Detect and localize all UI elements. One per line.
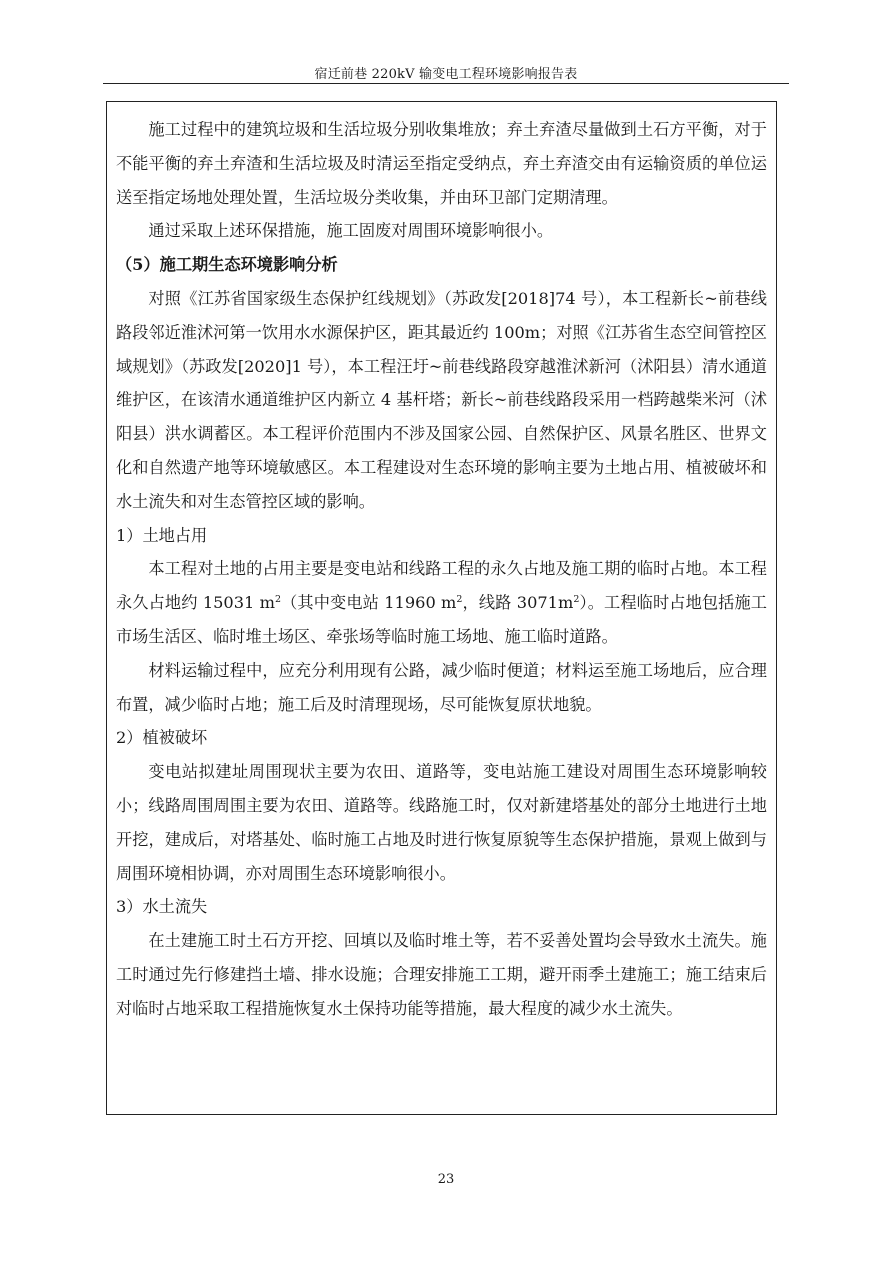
report-content-box: [106, 101, 777, 1115]
paragraph-waste-conclusion: 通过采取上述环保措施，施工固废对周围环境影响很小。: [148, 221, 554, 241]
land-text-b: （其中变电站 11960 m: [281, 593, 457, 613]
land-text-c: ，线路 3071m: [462, 593, 574, 613]
superscript-unit: 2: [274, 594, 281, 606]
paragraph-land-occupation: [116, 552, 767, 653]
superscript-unit: 2: [573, 594, 580, 606]
superscript-unit: 2: [456, 594, 463, 606]
paragraph-vegetation-damage: 变电站拟建址周围现状主要为农田、道路等，变电站施工建设对周围生态环境影响较小；线路周围周围主要为农田、道路等。线路施工时，仅对新建塔基处的部分土地进行土地开挖，建成后，对塔基处、临时施工占地及时进行恢复原貌等生态保护措施，景观上做到与周围环境相协调，亦对周围生态环境影响很小。: [116, 762, 767, 883]
section-heading-ecology: （5）施工期生态环境影响分析: [116, 255, 338, 275]
land-text-d: ）。工程临时占地包括施工市场生活区、临时堆土场区、牵张场等临时施工场地、施工临时道路。: [116, 593, 767, 646]
paragraph-soil-erosion: 在土建施工时土石方开挖、回填以及临时堆土等，若不妥善处置均会导致水土流失。施工时通过先行修建挡土墙、排水设施；合理安排施工工期，避开雨季土建施工；施工结束后对临时占地采取工程措施恢复水土保持功能等措施，最大程度的减少水土流失。: [116, 931, 767, 1018]
subheading-vegetation-damage: 2）植被破坏: [116, 728, 208, 748]
land-text-a: 本工程对土地的占用主要是变电站和线路工程的永久占地及施工期的临时占地。本工程永久占地约 15031 m: [116, 559, 767, 613]
header-divider: [103, 83, 789, 84]
subheading-soil-erosion: 3）水土流失: [116, 897, 208, 917]
paragraph-material-transport: 材料运输过程中，应充分利用现有公路，减少临时便道；材料运至施工场地后，应合理布置，减少临时占地；施工后及时清理现场，尽可能恢复原状地貌。: [116, 660, 767, 714]
paragraph-waste-disposal: 施工过程中的建筑垃圾和生活垃圾分别收集堆放；弃土弃渣尽量做到土石方平衡，对于不能平衡的弃土弃渣和生活垃圾及时清运至指定受纳点，弃土弃渣交由有运输资质的单位运送至指定场地处理处置，生活垃圾分类收集，并由环卫部门定期清理。: [116, 120, 767, 207]
page-number: 23: [437, 1172, 455, 1187]
page-header-title: 宿迁前巷 220kV 输变电工程环境影响报告表: [314, 67, 578, 82]
paragraph-ecology-overview: 对照《江苏省国家级生态保护红线规划》（苏政发[2018]74 号），本工程新长~前巷线路段邻近淮沭河第一饮用水水源保护区，距其最近约 100m；对照《江苏省生态空间管控区域规划》（苏政发[2020]1 号），本工程汪圩~前巷线路段穿越淮沭新河（沭阳县）清水通道维护区，在该清水通道维护区内新立 4 基杆塔；新长~前巷线路段采用一档跨越柴米河（沭阳县）洪水调蓄区。本工程评价范围内不涉及国家公园、自然保护区、风景名胜区、世界文化和自然遗产地等环境敏感区。本工程建设对生态环境的影响主要为土地占用、植被破坏和水土流失和对生态管控区域的影响。: [116, 288, 767, 511]
subheading-land-occupation: 1）土地占用: [116, 525, 208, 545]
